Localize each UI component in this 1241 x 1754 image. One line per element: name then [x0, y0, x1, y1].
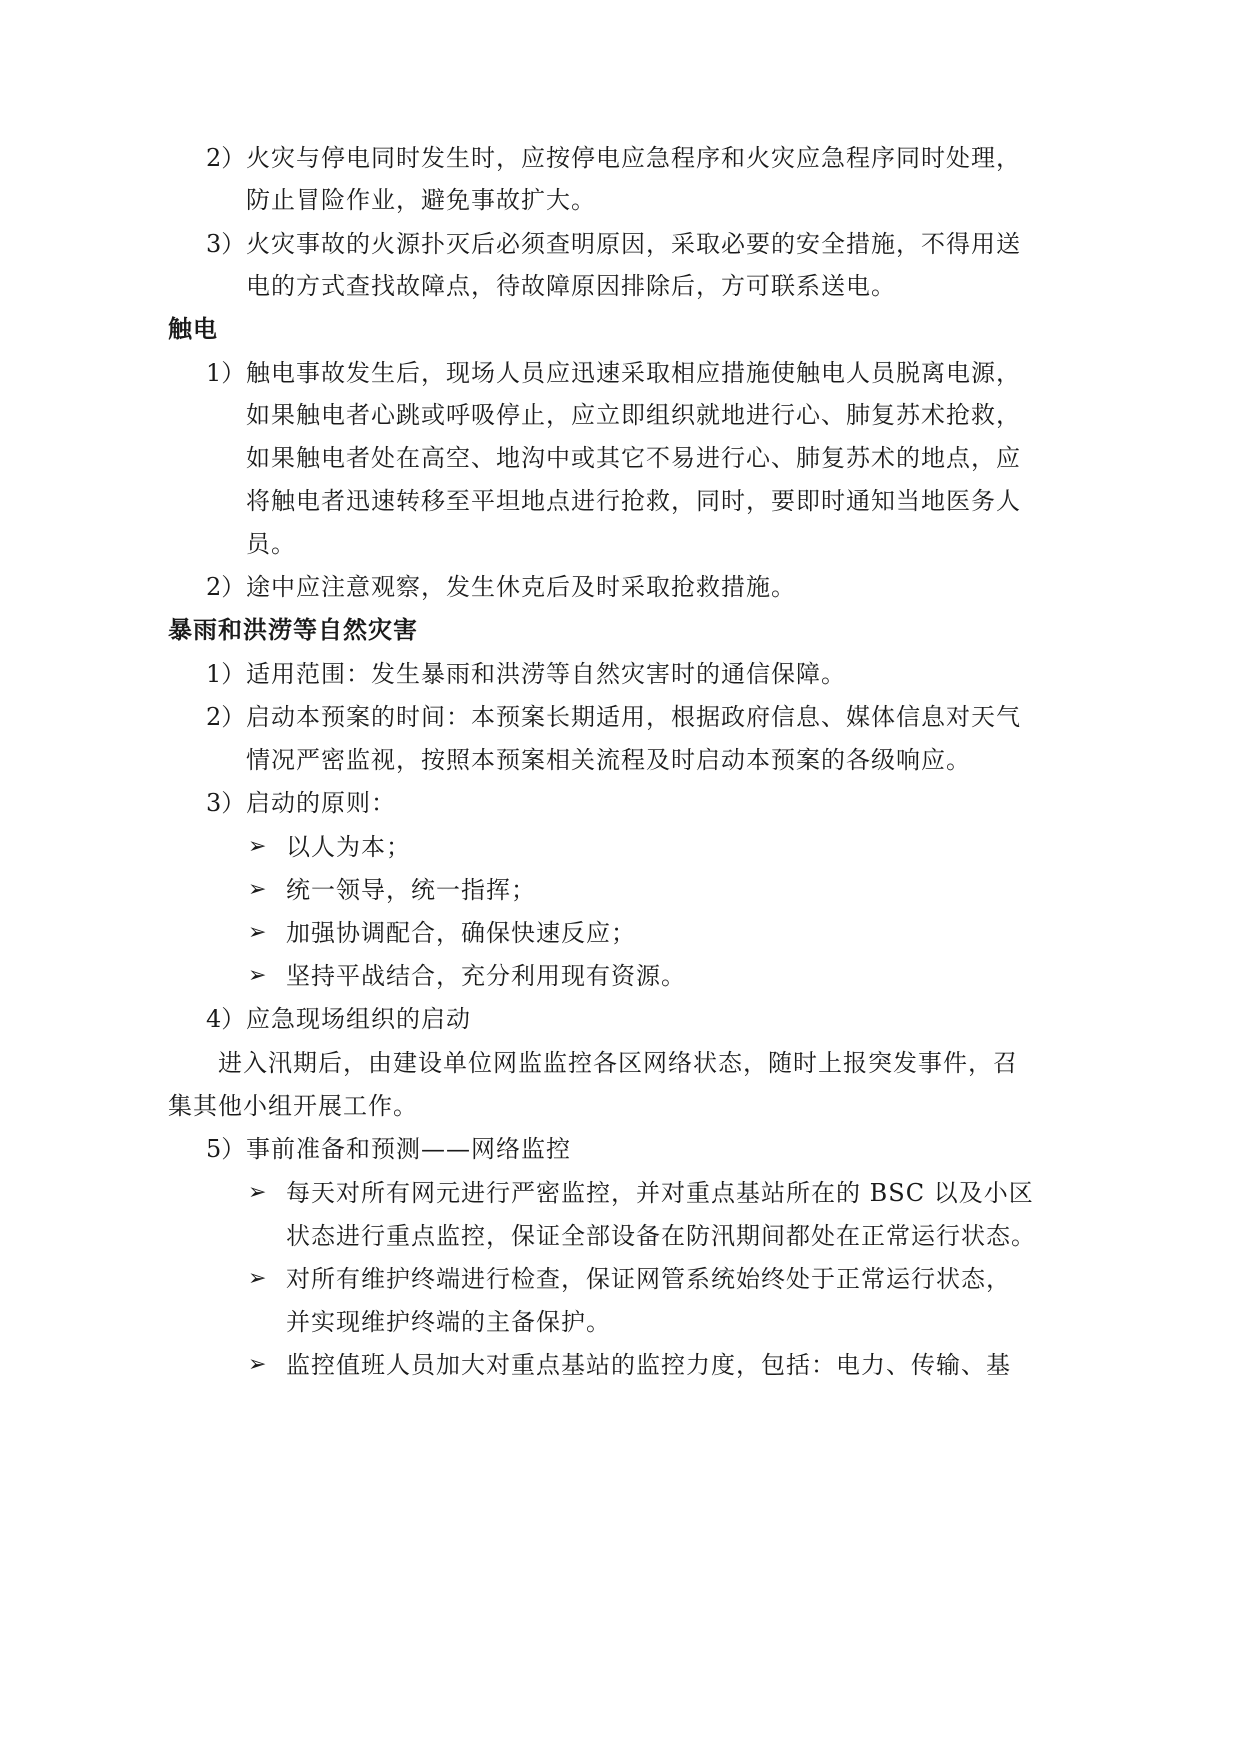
section-heading: 暴雨和洪涝等自然灾害	[168, 616, 418, 644]
list-item-text: 员。	[246, 530, 296, 558]
bullet-text: 每天对所有网元进行严密监控，并对重点基站所在的 BSC 以及小区	[286, 1179, 1034, 1207]
bullet-text: 状态进行重点监控，保证全部设备在防汛期间都处在正常运行状态。	[286, 1222, 1036, 1250]
section-heading: 触电	[168, 315, 218, 343]
bullet-text: 加强协调配合，确保快速反应；	[286, 919, 636, 947]
bullet-text: 统一领导，统一指挥；	[286, 876, 536, 904]
arrow-bullet-icon: ➢	[248, 1352, 267, 1377]
list-item-text: 火灾与停电同时发生时，应按停电应急程序和火灾应急程序同时处理，	[246, 144, 1021, 172]
list-item-text: 事前准备和预测——网络监控	[246, 1135, 571, 1163]
list-number: 3）	[206, 789, 246, 817]
list-number: 1）	[206, 359, 246, 387]
list-number: 5）	[206, 1135, 246, 1163]
list-number: 1）	[206, 660, 246, 688]
list-item-text: 将触电者迅速转移至平坦地点进行抢救，同时，要即时通知当地医务人	[246, 487, 1021, 515]
arrow-bullet-icon: ➢	[248, 877, 267, 902]
list-item-text: 如果触电者处在高空、地沟中或其它不易进行心、肺复苏术的地点，应	[246, 444, 1021, 472]
bullet-text: 并实现维护终端的主备保护。	[286, 1308, 611, 1336]
list-number: 4）	[206, 1005, 246, 1033]
paragraph-text: 集其他小组开展工作。	[168, 1092, 418, 1120]
list-item-text: 如果触电者心跳或呼吸停止，应立即组织就地进行心、肺复苏术抢救，	[246, 401, 1021, 429]
arrow-bullet-icon: ➢	[248, 1180, 267, 1205]
list-number: 2）	[206, 573, 246, 601]
list-number: 2）	[206, 144, 246, 172]
list-item-text: 启动的原则：	[246, 789, 396, 817]
list-number: 2）	[206, 703, 246, 731]
arrow-bullet-icon: ➢	[248, 834, 267, 859]
list-number: 3）	[206, 230, 246, 258]
list-item-text: 电的方式查找故障点，待故障原因排除后，方可联系送电。	[246, 272, 896, 300]
list-item-text: 适用范围：发生暴雨和洪涝等自然灾害时的通信保障。	[246, 660, 846, 688]
list-item-text: 应急现场组织的启动	[246, 1005, 471, 1033]
paragraph-text: 进入汛期后，由建设单位网监监控各区网络状态，随时上报突发事件，召	[218, 1049, 1018, 1077]
list-item-text: 情况严密监视，按照本预案相关流程及时启动本预案的各级响应。	[246, 746, 971, 774]
list-item-text: 火灾事故的火源扑灭后必须查明原因，采取必要的安全措施，不得用送	[246, 230, 1021, 258]
bullet-text: 监控值班人员加大对重点基站的监控力度，包括：电力、传输、基	[286, 1351, 1011, 1379]
arrow-bullet-icon: ➢	[248, 963, 267, 988]
arrow-bullet-icon: ➢	[248, 1266, 267, 1291]
bullet-text: 坚持平战结合，充分利用现有资源。	[286, 962, 686, 990]
list-item-text: 启动本预案的时间：本预案长期适用，根据政府信息、媒体信息对天气	[246, 703, 1021, 731]
bullet-text: 以人为本；	[286, 833, 411, 861]
bullet-text: 对所有维护终端进行检查，保证网管系统始终处于正常运行状态，	[286, 1265, 1011, 1293]
list-item-text: 途中应注意观察，发生休克后及时采取抢救措施。	[246, 573, 796, 601]
list-item-text: 触电事故发生后，现场人员应迅速采取相应措施使触电人员脱离电源，	[246, 359, 1021, 387]
list-item-text: 防止冒险作业，避免事故扩大。	[246, 186, 596, 214]
arrow-bullet-icon: ➢	[248, 920, 267, 945]
